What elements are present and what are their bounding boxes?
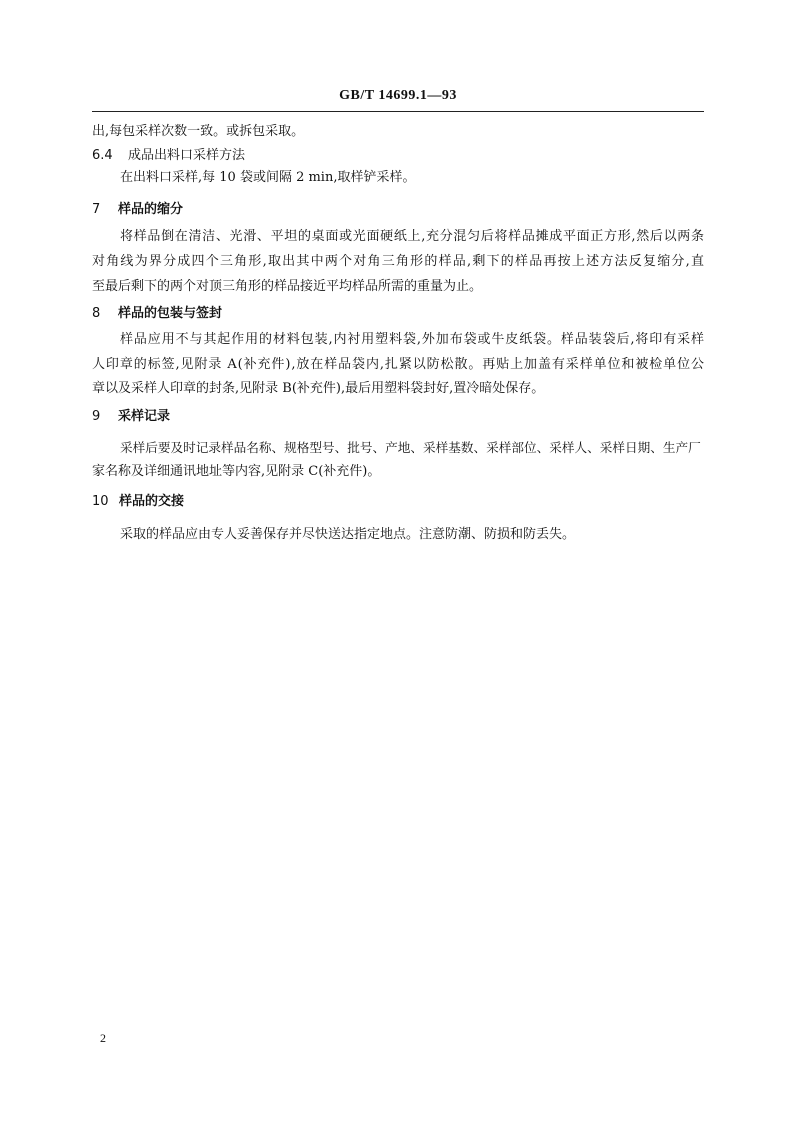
section-9-number: 9: [92, 409, 101, 424]
section-8-line-3: 章以及采样人印章的封条,见附录 B(补充件),最后用塑料袋封好,置冷暗处保存。: [92, 381, 545, 396]
section-6-4-title: 成品出料口采样方法: [128, 148, 246, 163]
page-number: 2: [100, 1031, 106, 1045]
section-9-line-2: 家名称及详细通讯地址等内容,见附录 C(补充件)。: [92, 464, 381, 479]
section-10-body: 采取的样品应由专人妥善保存并尽快送达指定地点。注意防潮、防损和防丢失。: [120, 527, 576, 542]
section-10-heading: [92, 494, 184, 510]
section-7-title: 样品的缩分: [118, 202, 184, 217]
section-7-heading: [92, 202, 183, 218]
section-8-line-2: 人印章的标签,见附录 A(补充件),放在样品袋内,扎紧以防松散。再贴上加盖有采样单位和被检单位公: [92, 357, 705, 372]
section-7-line-1: 将样品倒在清洁、光滑、平坦的桌面或光面硬纸上,充分混匀后将样品摊成平面正方形,然后以两条: [120, 229, 705, 244]
section-6-4-body: 在出料口采样,每 10 袋或间隔 2 min,取样铲采样。: [120, 170, 416, 185]
standard-number-header: GB/T 14699.1—93: [339, 88, 457, 103]
section-9-heading: [92, 409, 170, 425]
section-6-4-number: 6.4: [92, 148, 113, 163]
header-rule: [92, 111, 704, 112]
section-10-title: 样品的交接: [119, 494, 185, 509]
section-7-line-3: 至最后剩下的两个对顶三角形的样品接近平均样品所需的重量为止。: [92, 279, 483, 294]
section-10-number: 10: [92, 494, 109, 509]
section-8-heading: [92, 306, 222, 322]
section-7-line-2: 对角线为界分成四个三角形,取出其中两个对角三角形的样品,剩下的样品再按上述方法反复缩分,直: [92, 254, 706, 269]
section-7-number: 7: [92, 202, 101, 217]
section-8-title: 样品的包装与签封: [118, 306, 223, 321]
section-8-line-1: 样品应用不与其起作用的材料包装,内衬用塑料袋,外加布袋或牛皮纸袋。样品装袋后,将印有采样: [120, 332, 705, 347]
section-9-line-1: 采样后要及时记录样品名称、规格型号、批号、产地、采样基数、采样部位、采样人、采样日期、生产厂: [120, 440, 701, 455]
continuation-text: 出,每包采样次数一致。或拆包采取。: [92, 124, 305, 139]
section-6-4-heading: [92, 148, 245, 164]
section-8-number: 8: [92, 306, 101, 321]
section-9-title: 采样记录: [118, 409, 171, 424]
